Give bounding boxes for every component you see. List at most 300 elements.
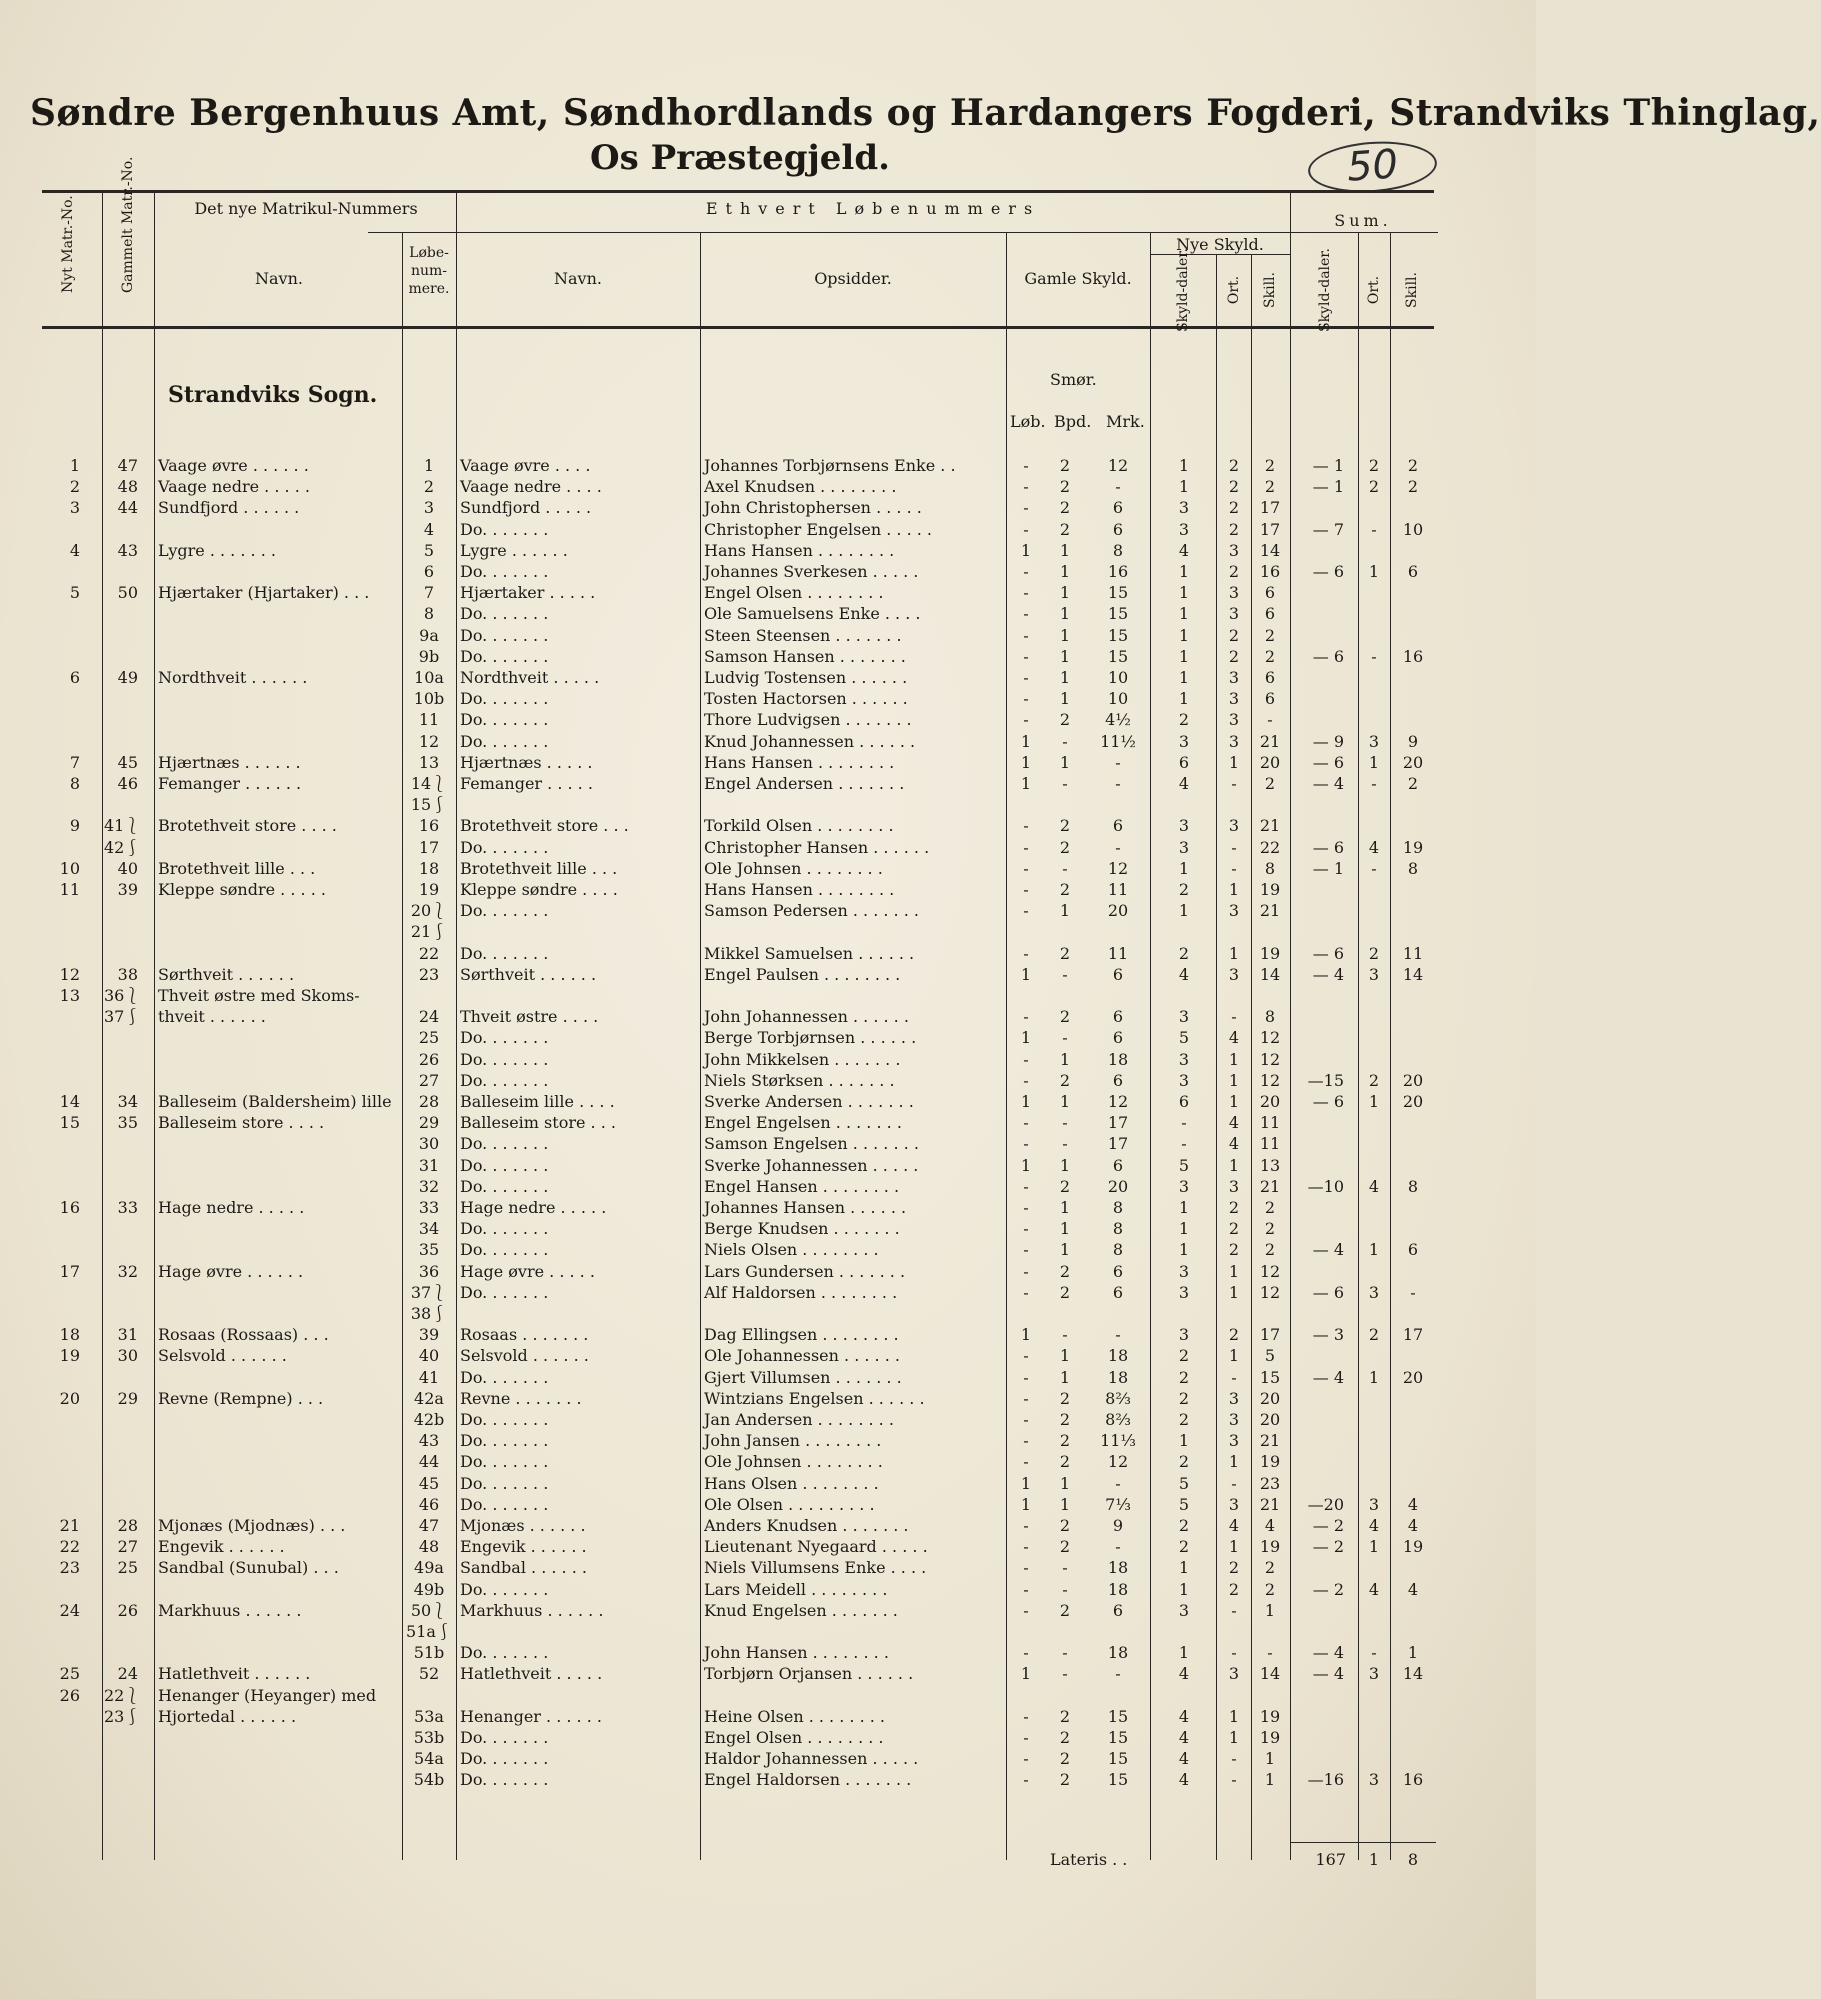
cell-lobe-navn: Do. . . . . . . [460,1282,549,1302]
cell-lobe-nr: 48 [418,1537,440,1557]
cell-nyt-matr: 15 [59,1113,80,1133]
cell-matr-navn: Sundfjord . . . . . . [158,498,300,518]
cell-gamle-mk: 18 [1107,1367,1129,1387]
cell-nye-ort: 1 [1228,1070,1240,1090]
cell-opsidder: Ludvig Tostensen . . . . . . [704,668,908,687]
cell-opsidder: Anders Knudsen . . . . . . . [704,1516,909,1535]
cell-nye-daler: 3 [1178,731,1190,751]
cell-lobe-nr: 40 [418,1346,440,1366]
cell-lobe-navn: Brotethveit lille . . . [460,858,618,878]
cell-gamle-mk: 7⅓ [1105,1494,1131,1514]
cell-sum-daler: —20 [1307,1494,1344,1514]
cell-opsidder: John Mikkelsen . . . . . . . [704,1049,901,1069]
cell-sum-daler: — 2 [1312,1537,1344,1557]
header-navn2: Navn. [554,269,602,288]
cell-sum-ort: 4 [1368,1579,1380,1599]
cell-nye-daler: 4 [1178,1770,1190,1790]
cell-lobe-navn: Vaage nedre . . . . [460,477,602,497]
cell-nyt-matr: 25 [59,1664,80,1684]
unit-lob: Løb. [1010,412,1046,431]
cell-nye-ort: - [1231,1770,1237,1790]
cell-nye-ort: 3 [1228,1410,1240,1429]
cell-sum-ort: 3 [1368,964,1380,984]
cell-gamle-mk: 11 [1107,880,1129,899]
cell-nye-skill: 21 [1259,1176,1281,1196]
cell-sum-daler: — 6 [1312,837,1344,857]
cell-lobe-nr: 12 [418,731,440,751]
cell-sum-ort: 2 [1368,477,1380,497]
cell-gamle-lob: - [1023,1537,1029,1557]
table-row [0,773,1536,794]
cell-sum-skill: 6 [1407,1240,1419,1260]
cell-lobe-navn: Hage nedre . . . . . [460,1198,607,1217]
cell-lobe-navn: Do. . . . . . . [460,1473,549,1493]
table-row [0,1473,1536,1494]
lateris-ort: 1 [1368,1850,1380,1869]
cell-nye-daler: 3 [1178,816,1190,836]
header-gammelt-matr: Gammelt Matr.-No. [120,156,136,293]
cell-sum-ort: 1 [1368,562,1380,581]
cell-lobe-navn: Do. . . . . . . [460,689,549,709]
cell-gamle-mk: 20 [1107,1176,1129,1196]
cell-sum-ort: 4 [1368,837,1380,857]
cell-nye-ort: 3 [1228,1176,1240,1196]
cell-nye-daler: 1 [1178,901,1190,921]
cell-lobe-nr: 22 [418,943,440,963]
cell-gamle-mk: 6 [1112,964,1124,984]
cell-lobe-navn: Lygre . . . . . . [460,540,568,560]
cell-opsidder: Dag Ellingsen . . . . . . . . [704,1325,899,1345]
cell-gamle-bp: 1 [1059,1049,1071,1069]
cell-sum-skill: 8 [1407,858,1419,878]
cell-nye-skill: 21 [1259,901,1281,921]
cell-gamle-bp: 2 [1059,1176,1071,1196]
cell-sum-skill: 16 [1402,1770,1424,1790]
cell-opsidder: Niels Villumsens Enke . . . . [704,1558,927,1578]
cell-nye-skill: 20 [1259,1410,1281,1429]
table-row [0,709,1536,730]
cell-lobe-nr: 16 [418,816,440,836]
cell-sum-daler: — 4 [1312,964,1344,984]
cell-lobe-nr: 47 [418,1516,440,1535]
cell-matr-navn: Brotethveit lille . . . [158,858,316,878]
cell-gamle-lob: 1 [1020,731,1032,751]
cell-nye-daler: - [1181,1113,1187,1133]
table-row [0,1388,1536,1409]
cell-lobe-navn: Do. . . . . . . [460,1728,549,1747]
table-row [0,985,1536,1006]
cell-sum-ort: - [1371,858,1377,878]
cell-sum-ort: 4 [1368,1516,1380,1535]
cell-nye-skill: 2 [1264,774,1276,793]
cell-gamle-mk: 18 [1107,1346,1129,1366]
cell-lobe-nr: 39 [418,1325,440,1345]
cell-lobe-navn: Do. . . . . . . [460,1028,549,1048]
cell-nye-skill: 12 [1259,1070,1281,1090]
cell-nye-ort: - [1231,1600,1237,1620]
cell-nyt-matr: 19 [59,1346,80,1366]
cell-lobe-nr: 42a [414,1388,444,1408]
table-row [0,1133,1536,1154]
cell-gamle-mk: - [1115,837,1121,857]
cell-nye-ort: - [1231,837,1237,857]
table-row [0,900,1536,921]
cell-opsidder: Lars Gundersen . . . . . . . [704,1261,906,1281]
cell-gamle-mk: 6 [1112,519,1124,539]
cell-gamle-lob: - [1023,1431,1029,1451]
cell-nye-ort: 2 [1228,1198,1240,1217]
cell-sum-daler: — 3 [1312,1325,1344,1345]
cell-sum-ort: 1 [1368,1240,1380,1260]
cell-sum-skill: 19 [1402,837,1424,857]
cell-gammelt-matr: 32 [117,1261,138,1281]
cell-nye-skill: 2 [1264,1219,1276,1239]
cell-lobe-navn: Do. . . . . . . [460,1155,549,1175]
cell-gamle-mk: 6 [1112,498,1124,518]
cell-gamle-mk: 12 [1107,1092,1129,1111]
cell-nye-ort: - [1231,1007,1237,1027]
cell-nye-daler: 2 [1178,1388,1190,1408]
cell-matr-navn: Femanger . . . . . . [158,774,302,793]
cell-nye-skill: 21 [1259,1494,1281,1514]
cell-lobe-navn: Do. . . . . . . [460,1070,549,1090]
table-row [0,1006,1536,1027]
cell-gamle-bp: 2 [1059,880,1071,899]
cell-lobe-navn: Vaage øvre . . . . [460,456,591,475]
cell-gamle-lob: - [1023,456,1029,475]
cell-lobe-nr: 23 [418,964,440,984]
cell-gamle-bp: - [1062,1579,1068,1599]
cell-sum-skill: 20 [1402,1367,1424,1387]
cell-gamle-lob: - [1023,646,1029,666]
cell-lobe-navn: Rosaas . . . . . . . [460,1325,589,1345]
cell-nye-skill: 2 [1264,1198,1276,1217]
cell-gamle-lob: - [1023,1240,1029,1260]
cell-lobe-nr: 1 [423,456,435,475]
header-subrule [368,232,1438,233]
cell-nye-daler: 2 [1178,1367,1190,1387]
cell-gamle-lob: - [1023,1643,1029,1663]
cell-gamle-mk: 8 [1112,1219,1124,1239]
top-rule [42,190,1434,193]
cell-sum-daler: —16 [1307,1770,1344,1790]
cell-lobe-navn: Do. . . . . . . [460,1643,549,1663]
table-row [0,1261,1536,1282]
cell-lobe-navn: Balleseim store . . . [460,1113,616,1133]
cell-nye-daler: 3 [1178,1261,1190,1281]
smer-label: Smør. [1050,370,1097,389]
cell-lobe-navn: Do. . . . . . . [460,731,549,751]
cell-nye-ort: - [1231,774,1237,793]
table-row [0,837,1536,858]
unit-bp: Bpd. [1054,412,1092,431]
cell-gamle-lob: - [1023,1007,1029,1027]
cell-matr-navn: Mjonæs (Mjodnæs) . . . [158,1516,346,1535]
cell-lobe-navn: Do. . . . . . . [460,562,549,581]
cell-matr-navn: Thveit østre med Skoms- [158,986,360,1005]
cell-gammelt-matr: 30 [117,1346,138,1366]
cell-gamle-bp: 2 [1059,1706,1071,1726]
cell-nye-daler: 4 [1178,964,1190,984]
cell-opsidder: Niels Olsen . . . . . . . . [704,1240,879,1260]
cell-nye-daler: 3 [1178,1282,1190,1302]
cell-gammelt-matr: 39 [117,880,138,899]
cell-nye-ort: 1 [1228,1537,1240,1557]
table-row [0,1409,1536,1430]
cell-lobe-nr: 19 [418,880,440,899]
cell-lobe-nr: 33 [418,1198,440,1217]
lateris-skill: 8 [1407,1850,1419,1869]
cell-gamle-lob: - [1023,1070,1029,1090]
cell-matr-navn: Vaage nedre . . . . . [158,477,310,497]
cell-gamle-bp: 1 [1059,1155,1071,1175]
cell-nye-skill: 20 [1259,1092,1281,1111]
cell-nye-skill: 21 [1259,1431,1281,1451]
cell-gamle-lob: - [1023,1134,1029,1154]
cell-lobe-navn: Hjærtnæs . . . . . [460,752,593,772]
cell-sum-ort: 2 [1368,456,1380,475]
cell-nyt-matr: 3 [69,498,80,518]
cell-opsidder: John Hansen . . . . . . . . [704,1643,889,1663]
cell-nye-skill: 1 [1264,1749,1276,1769]
cell-gamle-lob: - [1023,1728,1029,1747]
cell-opsidder: Knud Johannessen . . . . . . [704,731,916,751]
cell-lobe-navn: Do. . . . . . . [460,710,549,730]
cell-nyt-matr: 23 [59,1558,80,1578]
cell-opsidder: John Jansen . . . . . . . . [704,1431,882,1451]
cell-gamle-mk: 15 [1107,604,1129,624]
cell-nyt-matr: 11 [59,880,80,899]
cell-gamle-lob: - [1023,1410,1029,1429]
table-row [0,1557,1536,1578]
cell-nye-ort: 1 [1228,880,1240,899]
cell-nye-daler: 1 [1178,477,1190,497]
cell-gamle-lob: - [1023,1261,1029,1281]
cell-gamle-mk: 8 [1112,540,1124,560]
cell-opsidder: Haldor Johannessen . . . . . [704,1749,919,1769]
cell-lobe-nr: 3 [423,498,435,518]
cell-lobe-nr: 37⎱ [410,1282,448,1302]
cell-nye-daler: 5 [1178,1028,1190,1048]
cell-nye-skill: 12 [1259,1028,1281,1048]
table-row [0,582,1536,603]
cell-opsidder: Hans Hansen . . . . . . . . [704,540,895,560]
cell-nye-ort: 1 [1228,1728,1240,1747]
cell-lobe-nr: 45 [418,1473,440,1493]
cell-lobe-nr: 44 [418,1452,440,1472]
cell-lobe-nr: 49b [413,1579,445,1599]
cell-lobe-navn: Do. . . . . . . [460,604,549,624]
cell-gamle-bp: 1 [1059,1092,1071,1111]
cell-nye-skill: 2 [1264,456,1276,475]
cell-lobe-navn: Hatlethveit . . . . . [460,1664,603,1684]
cell-gamle-bp: - [1062,1325,1068,1345]
cell-nyt-matr: 4 [69,540,80,560]
cell-opsidder: Ole Johnsen . . . . . . . . [704,858,883,878]
cell-nye-daler: 4 [1178,1664,1190,1684]
cell-matr-navn: Balleseim store . . . . [158,1113,325,1133]
cell-nye-ort: 3 [1228,816,1240,836]
cell-opsidder: John Johannessen . . . . . . [704,1007,909,1027]
cell-gamle-mk: 15 [1107,583,1129,603]
cell-lobe-nr: 11 [418,710,440,730]
cell-gamle-mk: - [1115,1537,1121,1557]
cell-nye-daler: 5 [1178,1494,1190,1514]
cell-sum-daler: — 2 [1312,1516,1344,1535]
cell-sum-ort: 1 [1368,752,1380,772]
cell-nyt-matr: 18 [59,1325,80,1345]
cell-gamle-lob: - [1023,562,1029,581]
cell-gammelt-matr: 48 [117,477,138,497]
cell-nye-ort: 4 [1228,1113,1240,1133]
cell-nye-daler: 1 [1178,1558,1190,1578]
cell-gamle-mk: 6 [1112,1600,1124,1620]
table-row [0,1282,1536,1303]
cell-sum-ort: 3 [1368,731,1380,751]
cell-gamle-lob: 1 [1020,1325,1032,1345]
cell-nye-daler: 1 [1178,1219,1190,1239]
cell-opsidder: Engel Hansen . . . . . . . . [704,1176,900,1196]
cell-lobe-nr: 10b [413,689,445,709]
cell-nye-daler: 1 [1178,1198,1190,1217]
cell-nyt-matr: 10 [59,858,80,878]
table-row [0,1303,1536,1324]
cell-gamle-lob: 1 [1020,1028,1032,1048]
cell-gamle-bp: 1 [1059,1367,1071,1387]
cell-gamle-bp: 1 [1059,1494,1071,1514]
cell-gammelt-matr: 50 [117,583,138,603]
cell-nye-skill: 2 [1264,1558,1276,1578]
cell-nye-daler: 2 [1178,1410,1190,1429]
cell-gamle-bp: - [1062,1643,1068,1663]
cell-opsidder: Knud Engelsen . . . . . . . [704,1600,898,1620]
cell-opsidder: Lieutenant Nyegaard . . . . . [704,1537,928,1557]
cell-sum-daler: — 4 [1312,1643,1344,1663]
cell-lobe-navn: Do. . . . . . . [460,646,549,666]
cell-sum-daler: — 4 [1312,1240,1344,1260]
cell-opsidder: Ole Johannessen . . . . . . [704,1346,900,1366]
cell-gamle-lob: 1 [1020,1092,1032,1111]
cell-gamle-lob: 1 [1020,1155,1032,1175]
cell-nye-ort: 1 [1228,1092,1240,1111]
cell-matr-navn: thveit . . . . . . [158,1007,266,1027]
cell-sum-ort: 1 [1368,1092,1380,1111]
unit-mk: Mrk. [1106,412,1145,431]
cell-sum-ort: - [1371,646,1377,666]
cell-opsidder: Steen Steensen . . . . . . . [704,625,902,645]
cell-gamle-lob: - [1023,1579,1029,1599]
table-row [0,858,1536,879]
table-row [0,1600,1536,1621]
cell-sum-skill: 4 [1407,1494,1419,1514]
cell-nyt-matr: 20 [59,1388,80,1408]
cell-sum-daler: — 6 [1312,1092,1344,1111]
cell-nye-daler: 5 [1178,1473,1190,1493]
cell-lobe-navn: Do. . . . . . . [460,1579,549,1599]
cell-nye-daler: 4 [1178,1706,1190,1726]
cell-lobe-nr: 54a [414,1749,444,1769]
cell-nye-ort: 1 [1228,1049,1240,1069]
cell-gammelt-matr: 42⎰ [104,837,141,857]
cell-opsidder: Christopher Engelsen . . . . . [704,519,932,539]
cell-lobe-nr: 18 [418,858,440,878]
cell-gamle-bp: - [1062,731,1068,751]
cell-nye-skill: 17 [1259,519,1281,539]
cell-nye-ort: - [1231,1749,1237,1769]
cell-nye-daler: 1 [1178,1431,1190,1451]
page-number: 50 [1306,138,1438,197]
table-row [0,476,1536,497]
cell-lobe-navn: Do. . . . . . . [460,1049,549,1069]
cell-nye-daler: 3 [1178,519,1190,539]
cell-nye-ort: 3 [1228,583,1240,603]
cell-gamle-bp: 1 [1059,562,1071,581]
cell-matr-navn: Hage nedre . . . . . [158,1198,305,1217]
cell-sum-skill: 10 [1402,519,1424,539]
cell-gamle-mk: 18 [1107,1049,1129,1069]
cell-sum-skill: 16 [1402,646,1424,666]
cell-nyt-matr: 26 [59,1685,80,1705]
cell-gamle-bp: 2 [1059,1007,1071,1027]
cell-lobe-navn: Do. . . . . . . [460,943,549,963]
cell-gamle-mk: 8 [1112,1198,1124,1217]
cell-opsidder: Engel Paulsen . . . . . . . . [704,964,901,984]
cell-nye-daler: 1 [1178,689,1190,709]
table-row [0,1621,1536,1642]
cell-nye-daler: 3 [1178,1007,1190,1027]
cell-opsidder: Berge Knudsen . . . . . . . [704,1219,900,1239]
cell-lobe-navn: Sørthveit . . . . . . [460,964,597,984]
cell-lobe-nr: 2 [423,477,435,497]
cell-gamle-mk: 12 [1107,858,1129,878]
cell-sum-ort: 4 [1368,1176,1380,1196]
cell-gammelt-matr: 45 [117,752,138,772]
cell-lobe-navn: Do. . . . . . . [460,1431,549,1451]
cell-nye-daler: 1 [1178,583,1190,603]
cell-gamle-bp: 1 [1059,604,1071,624]
page-title-line1: Søndre Bergenhuus Amt, Søndhordlands og Hardangers Fogderi, Strandviks Thinglag, [30,92,1821,134]
cell-nye-skill: 14 [1259,540,1281,560]
cell-lobe-nr: 9a [419,625,439,645]
cell-nye-ort: 3 [1228,668,1240,687]
table-row [0,1515,1536,1536]
cell-lobe-navn: Do. . . . . . . [460,519,549,539]
cell-gammelt-matr: 49 [117,668,138,687]
cell-nye-ort: 2 [1228,477,1240,497]
cell-sum-daler: — 4 [1312,1367,1344,1387]
cell-nye-ort: 1 [1228,1706,1240,1726]
cell-lobe-navn: Engevik . . . . . . [460,1537,587,1557]
table-row [0,752,1536,773]
cell-nye-daler: 3 [1178,1049,1190,1069]
cell-nye-skill: 23 [1259,1473,1281,1493]
header-sum-daler: Skyld-daler. [1317,248,1333,332]
cell-nye-daler: 6 [1178,752,1190,772]
cell-gamle-lob: - [1023,625,1029,645]
cell-lobe-nr: 53a [414,1706,444,1726]
cell-nye-ort: 2 [1228,562,1240,581]
cell-lobe-navn: Do. . . . . . . [460,1452,549,1472]
cell-nye-ort: 2 [1228,456,1240,475]
cell-nye-ort: - [1231,1473,1237,1493]
cell-gamle-lob: - [1023,1282,1029,1302]
cell-gamle-lob: - [1023,1049,1029,1069]
cell-sum-skill: 20 [1402,1092,1424,1111]
cell-nyt-matr: 13 [59,986,80,1005]
cell-gamle-mk: 6 [1112,1155,1124,1175]
cell-gammelt-matr: 27 [117,1537,138,1557]
cell-lobe-nr: 4 [423,519,435,539]
